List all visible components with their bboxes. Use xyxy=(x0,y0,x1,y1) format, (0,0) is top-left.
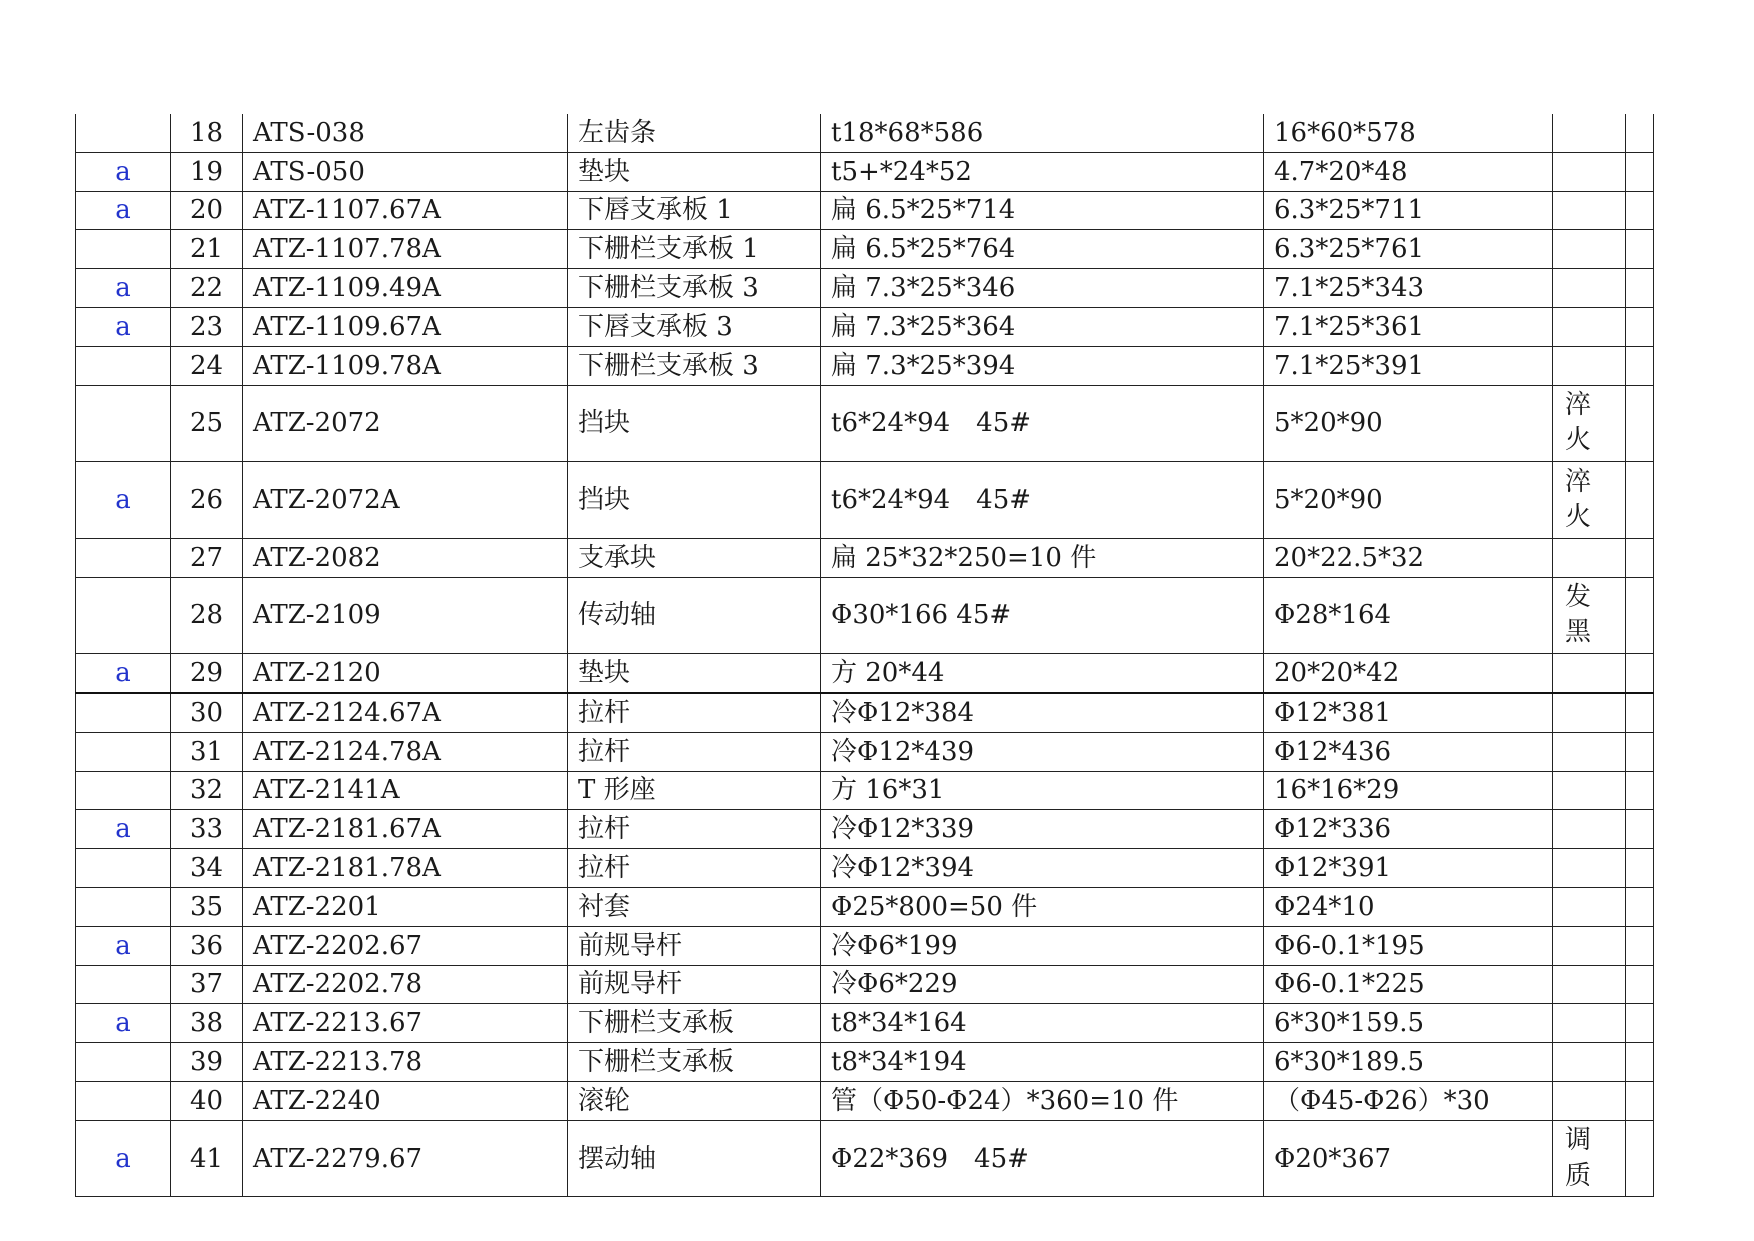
table-row xyxy=(76,1004,1654,1043)
row-number: 18 xyxy=(171,114,243,152)
part-code: ATZ-2124.67A xyxy=(243,693,568,732)
table-row xyxy=(76,191,1654,230)
part-code: ATZ-2109 xyxy=(243,577,568,654)
blank-size: Φ22*369 45# xyxy=(821,1120,1264,1197)
blank-size: 扁 6.5*25*714 xyxy=(821,191,1264,230)
part-code: ATS-038 xyxy=(243,114,568,152)
table-row xyxy=(76,965,1654,1004)
finished-size: 4.7*20*48 xyxy=(1264,152,1553,191)
empty-cell xyxy=(1626,654,1654,693)
empty-cell xyxy=(1626,810,1654,849)
part-code: ATZ-2141A xyxy=(243,771,568,810)
finished-size: 6*30*159.5 xyxy=(1264,1004,1553,1043)
mark-cell xyxy=(76,771,171,810)
finished-size: 20*20*42 xyxy=(1264,654,1553,693)
part-code: ATZ-2213.78 xyxy=(243,1043,568,1082)
process-note xyxy=(1553,114,1626,152)
empty-cell xyxy=(1626,849,1654,888)
empty-cell xyxy=(1626,965,1654,1004)
mark-cell xyxy=(76,1081,171,1120)
part-name: 左齿条 xyxy=(568,114,821,152)
parts-table xyxy=(75,114,1654,1197)
blank-size: 扁 6.5*25*764 xyxy=(821,230,1264,269)
empty-cell xyxy=(1626,385,1654,462)
row-number: 27 xyxy=(171,538,243,577)
part-name: 挡块 xyxy=(568,462,821,539)
process-note: 淬火 xyxy=(1553,385,1626,462)
part-code: ATZ-2240 xyxy=(243,1081,568,1120)
mark-cell xyxy=(76,965,171,1004)
empty-cell xyxy=(1626,269,1654,308)
part-code: ATZ-1107.67A xyxy=(243,191,568,230)
finished-size: （Φ45-Φ26）*30 xyxy=(1264,1081,1553,1120)
row-number: 22 xyxy=(171,269,243,308)
part-code: ATS-050 xyxy=(243,152,568,191)
table-row xyxy=(76,462,1654,539)
finished-size: 7.1*25*361 xyxy=(1264,307,1553,346)
blank-size: t8*34*164 xyxy=(821,1004,1264,1043)
mark-cell: a xyxy=(76,654,171,693)
empty-cell xyxy=(1626,1004,1654,1043)
blank-size: 冷Φ6*229 xyxy=(821,965,1264,1004)
mark-cell xyxy=(76,346,171,385)
empty-cell xyxy=(1626,926,1654,965)
empty-cell xyxy=(1626,887,1654,926)
finished-size: Φ20*367 xyxy=(1264,1120,1553,1197)
table-row xyxy=(76,346,1654,385)
mark-cell xyxy=(76,230,171,269)
part-code: ATZ-2181.78A xyxy=(243,849,568,888)
part-name: 拉杆 xyxy=(568,732,821,771)
process-note: 淬火 xyxy=(1553,462,1626,539)
process-note xyxy=(1553,654,1626,693)
blank-size: 扁 7.3*25*394 xyxy=(821,346,1264,385)
process-note xyxy=(1553,1081,1626,1120)
process-note xyxy=(1553,693,1626,732)
finished-size: 7.1*25*391 xyxy=(1264,346,1553,385)
empty-cell xyxy=(1626,191,1654,230)
finished-size: Φ6-0.1*225 xyxy=(1264,965,1553,1004)
process-note xyxy=(1553,849,1626,888)
table-row xyxy=(76,654,1654,693)
row-number: 35 xyxy=(171,887,243,926)
part-code: ATZ-1109.49A xyxy=(243,269,568,308)
mark-cell xyxy=(76,114,171,152)
row-number: 25 xyxy=(171,385,243,462)
table-row xyxy=(76,771,1654,810)
blank-size: Φ30*166 45# xyxy=(821,577,1264,654)
part-name: 前规导杆 xyxy=(568,926,821,965)
row-number: 23 xyxy=(171,307,243,346)
blank-size: 扁 25*32*250=10 件 xyxy=(821,538,1264,577)
table-row xyxy=(76,230,1654,269)
table-row xyxy=(76,1120,1654,1197)
process-note xyxy=(1553,965,1626,1004)
empty-cell xyxy=(1626,1120,1654,1197)
process-note xyxy=(1553,1004,1626,1043)
row-number: 28 xyxy=(171,577,243,654)
process-note xyxy=(1553,269,1626,308)
process-note xyxy=(1553,538,1626,577)
table-row xyxy=(76,269,1654,308)
part-code: ATZ-1109.67A xyxy=(243,307,568,346)
blank-size: t8*34*194 xyxy=(821,1043,1264,1082)
empty-cell xyxy=(1626,346,1654,385)
blank-size: 扁 7.3*25*346 xyxy=(821,269,1264,308)
part-code: ATZ-2181.67A xyxy=(243,810,568,849)
empty-cell xyxy=(1626,771,1654,810)
finished-size: 5*20*90 xyxy=(1264,462,1553,539)
blank-size: 冷Φ12*384 xyxy=(821,693,1264,732)
process-note xyxy=(1553,230,1626,269)
row-number: 31 xyxy=(171,732,243,771)
empty-cell xyxy=(1626,732,1654,771)
mark-cell: a xyxy=(76,1120,171,1197)
table-row xyxy=(76,152,1654,191)
blank-size: 冷Φ12*339 xyxy=(821,810,1264,849)
process-note xyxy=(1553,926,1626,965)
empty-cell xyxy=(1626,462,1654,539)
empty-cell xyxy=(1626,114,1654,152)
finished-size: Φ12*436 xyxy=(1264,732,1553,771)
part-name: 拉杆 xyxy=(568,849,821,888)
parts-table-body xyxy=(76,114,1654,1197)
row-number: 39 xyxy=(171,1043,243,1082)
process-note: 调质 xyxy=(1553,1120,1626,1197)
part-name: 下栅栏支承板 3 xyxy=(568,346,821,385)
table-row xyxy=(76,849,1654,888)
part-code: ATZ-2202.78 xyxy=(243,965,568,1004)
row-number: 19 xyxy=(171,152,243,191)
finished-size: Φ12*391 xyxy=(1264,849,1553,888)
part-code: ATZ-2072A xyxy=(243,462,568,539)
process-note xyxy=(1553,771,1626,810)
row-number: 20 xyxy=(171,191,243,230)
blank-size: 管（Φ50-Φ24）*360=10 件 xyxy=(821,1081,1264,1120)
part-name: 下栅栏支承板 3 xyxy=(568,269,821,308)
finished-size: 20*22.5*32 xyxy=(1264,538,1553,577)
mark-cell xyxy=(76,849,171,888)
row-number: 37 xyxy=(171,965,243,1004)
finished-size: 16*60*578 xyxy=(1264,114,1553,152)
process-note xyxy=(1553,732,1626,771)
blank-size: 冷Φ12*394 xyxy=(821,849,1264,888)
blank-size: 冷Φ12*439 xyxy=(821,732,1264,771)
empty-cell xyxy=(1626,307,1654,346)
mark-cell: a xyxy=(76,152,171,191)
mark-cell xyxy=(76,577,171,654)
finished-size: Φ12*336 xyxy=(1264,810,1553,849)
row-number: 32 xyxy=(171,771,243,810)
process-note xyxy=(1553,1043,1626,1082)
table-row xyxy=(76,887,1654,926)
table-row xyxy=(76,926,1654,965)
part-name: 挡块 xyxy=(568,385,821,462)
part-code: ATZ-2213.67 xyxy=(243,1004,568,1043)
empty-cell xyxy=(1626,693,1654,732)
part-name: T 形座 xyxy=(568,771,821,810)
row-number: 21 xyxy=(171,230,243,269)
mark-cell: a xyxy=(76,462,171,539)
process-note xyxy=(1553,152,1626,191)
mark-cell: a xyxy=(76,269,171,308)
empty-cell xyxy=(1626,152,1654,191)
finished-size: 6*30*189.5 xyxy=(1264,1043,1553,1082)
empty-cell xyxy=(1626,577,1654,654)
row-number: 30 xyxy=(171,693,243,732)
mark-cell xyxy=(76,887,171,926)
row-number: 34 xyxy=(171,849,243,888)
table-row xyxy=(76,385,1654,462)
part-name: 垫块 xyxy=(568,654,821,693)
process-note xyxy=(1553,810,1626,849)
mark-cell xyxy=(76,732,171,771)
blank-size: 方 16*31 xyxy=(821,771,1264,810)
row-number: 41 xyxy=(171,1120,243,1197)
row-number: 36 xyxy=(171,926,243,965)
process-note xyxy=(1553,346,1626,385)
part-name: 下唇支承板 1 xyxy=(568,191,821,230)
part-name: 下栅栏支承板 xyxy=(568,1043,821,1082)
empty-cell xyxy=(1626,1043,1654,1082)
finished-size: Φ12*381 xyxy=(1264,693,1553,732)
mark-cell xyxy=(76,1043,171,1082)
part-name: 拉杆 xyxy=(568,693,821,732)
part-name: 下唇支承板 3 xyxy=(568,307,821,346)
table-row xyxy=(76,114,1654,152)
blank-size: 扁 7.3*25*364 xyxy=(821,307,1264,346)
part-code: ATZ-2124.78A xyxy=(243,732,568,771)
blank-size: 冷Φ6*199 xyxy=(821,926,1264,965)
part-code: ATZ-2279.67 xyxy=(243,1120,568,1197)
part-code: ATZ-2072 xyxy=(243,385,568,462)
part-code: ATZ-2202.67 xyxy=(243,926,568,965)
finished-size: 5*20*90 xyxy=(1264,385,1553,462)
mark-cell: a xyxy=(76,810,171,849)
part-code: ATZ-2120 xyxy=(243,654,568,693)
finished-size: Φ6-0.1*195 xyxy=(1264,926,1553,965)
process-note xyxy=(1553,191,1626,230)
blank-size: t5+*24*52 xyxy=(821,152,1264,191)
part-name: 摆动轴 xyxy=(568,1120,821,1197)
part-name: 衬套 xyxy=(568,887,821,926)
part-code: ATZ-1107.78A xyxy=(243,230,568,269)
part-name: 垫块 xyxy=(568,152,821,191)
finished-size: Φ28*164 xyxy=(1264,577,1553,654)
part-name: 传动轴 xyxy=(568,577,821,654)
mark-cell: a xyxy=(76,926,171,965)
part-name: 支承块 xyxy=(568,538,821,577)
blank-size: t6*24*94 45# xyxy=(821,385,1264,462)
mark-cell: a xyxy=(76,307,171,346)
part-code: ATZ-1109.78A xyxy=(243,346,568,385)
mark-cell xyxy=(76,538,171,577)
blank-size: 方 20*44 xyxy=(821,654,1264,693)
table-row xyxy=(76,1043,1654,1082)
part-code: ATZ-2201 xyxy=(243,887,568,926)
row-number: 33 xyxy=(171,810,243,849)
table-row xyxy=(76,577,1654,654)
row-number: 29 xyxy=(171,654,243,693)
mark-cell: a xyxy=(76,1004,171,1043)
part-code: ATZ-2082 xyxy=(243,538,568,577)
process-note xyxy=(1553,307,1626,346)
table-row xyxy=(76,307,1654,346)
blank-size: t18*68*586 xyxy=(821,114,1264,152)
mark-cell xyxy=(76,693,171,732)
process-note xyxy=(1553,887,1626,926)
row-number: 26 xyxy=(171,462,243,539)
empty-cell xyxy=(1626,538,1654,577)
finished-size: 6.3*25*711 xyxy=(1264,191,1553,230)
part-name: 拉杆 xyxy=(568,810,821,849)
row-number: 38 xyxy=(171,1004,243,1043)
row-number: 24 xyxy=(171,346,243,385)
empty-cell xyxy=(1626,230,1654,269)
table-row xyxy=(76,810,1654,849)
finished-size: 16*16*29 xyxy=(1264,771,1553,810)
finished-size: 7.1*25*343 xyxy=(1264,269,1553,308)
process-note: 发黑 xyxy=(1553,577,1626,654)
table-row xyxy=(76,732,1654,771)
empty-cell xyxy=(1626,1081,1654,1120)
table-row xyxy=(76,693,1654,732)
table-row xyxy=(76,538,1654,577)
part-name: 前规导杆 xyxy=(568,965,821,1004)
part-name: 下栅栏支承板 xyxy=(568,1004,821,1043)
mark-cell: a xyxy=(76,191,171,230)
blank-size: Φ25*800=50 件 xyxy=(821,887,1264,926)
finished-size: 6.3*25*761 xyxy=(1264,230,1553,269)
part-name: 下栅栏支承板 1 xyxy=(568,230,821,269)
table-row xyxy=(76,1081,1654,1120)
finished-size: Φ24*10 xyxy=(1264,887,1553,926)
mark-cell xyxy=(76,385,171,462)
part-name: 滚轮 xyxy=(568,1081,821,1120)
row-number: 40 xyxy=(171,1081,243,1120)
blank-size: t6*24*94 45# xyxy=(821,462,1264,539)
